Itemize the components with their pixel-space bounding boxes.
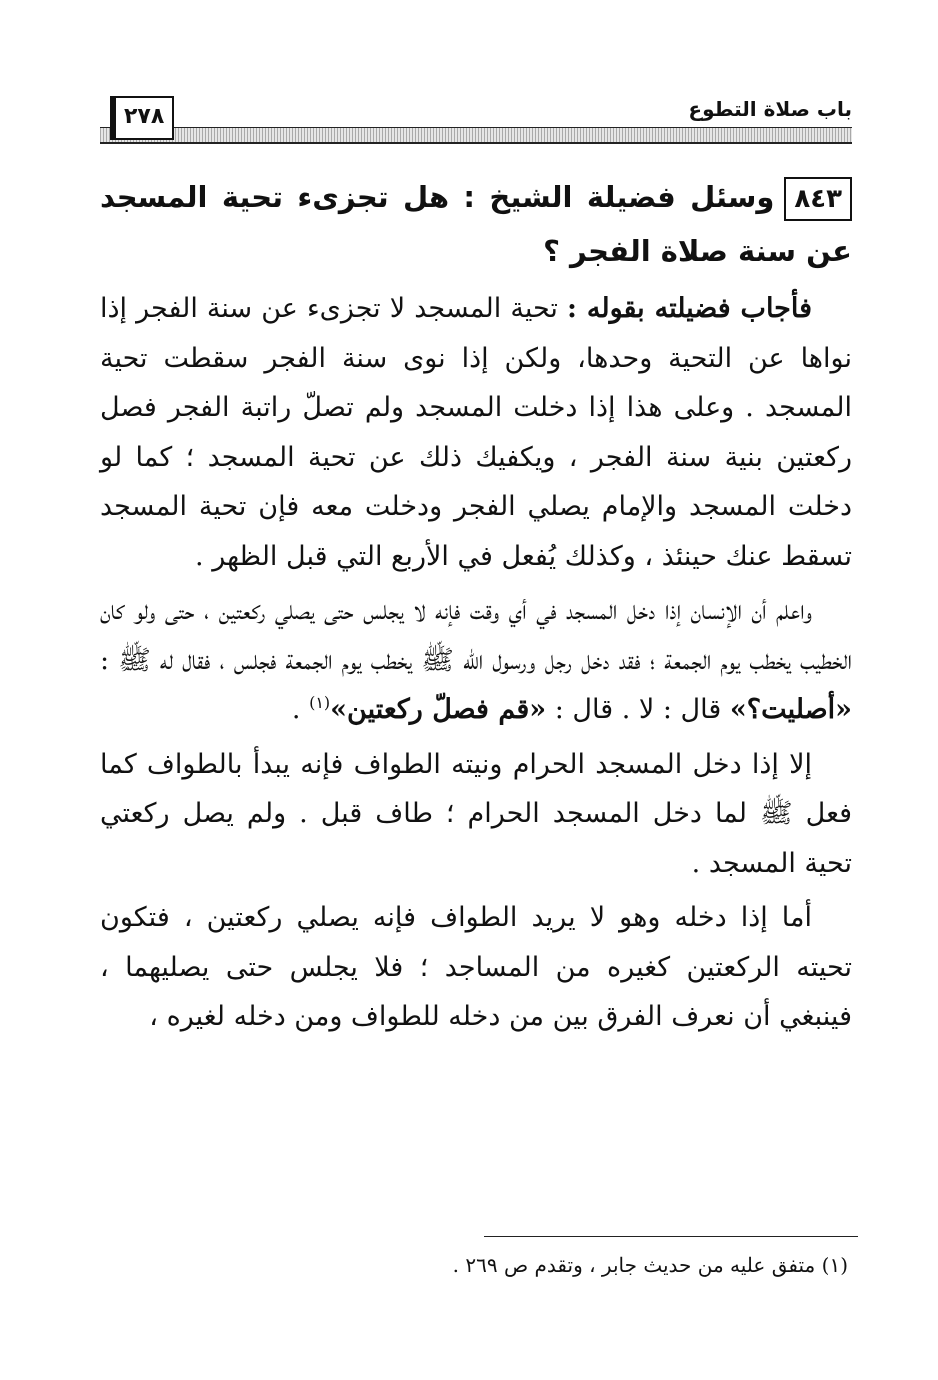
page-header xyxy=(100,96,852,152)
footnote-rule xyxy=(484,1236,858,1237)
footnote-marker: (١) xyxy=(821,1253,848,1277)
hadith-text-end: . xyxy=(291,694,310,725)
hadith-text-a: واعلم أن الإنسان إذا دخل المسجد في أي وقت فإنه لا يجلس حتى يصلي ركعتين ، حتى ولو كان الخطيب يخطب يوم الجمعة ؛ فقد دخل رجل ورسول الله ﷺ يخطب يوم الجمعة فجلس ، فقال له ﷺ : xyxy=(100,595,852,676)
question-text: وسئل فضيلة الشيخ : هل تجزىء تحية المسجد عن سنة صلاة الفجر ؟ xyxy=(100,180,852,268)
hadith-text-b: قال : لا . قال : xyxy=(546,694,730,725)
closing-paragraph: أما إذا دخله وهو لا يريد الطواف فإنه يصلي ركعتين ، فتكون تحيته الركعتين كغيره من المساجد ؛ فلا يجلس حتى يصليهما ، فينبغي أن نعرف الفرق بين من دخله للطواف ومن دخله لغيره ، xyxy=(100,902,852,1032)
page-number: ٢٧٨ xyxy=(110,96,174,140)
question-number: ٨٤٣ xyxy=(784,177,852,221)
tawaf-paragraph: إلا إذا دخل المسجد الحرام ونيته الطواف فإنه يبدأ بالطواف كما فعل ﷺ لما دخل المسجد الحرام ؛ طاف قبل . ولم يصل ركعتي تحية المسجد . xyxy=(100,748,852,879)
chapter-title: باب صلاة التطوع xyxy=(688,97,852,121)
header-rule xyxy=(100,127,852,144)
answer-paragraph xyxy=(100,284,852,581)
footnote-text: متفق عليه من حديث جابر ، وتقدم ص ٢٦٩ . xyxy=(452,1253,822,1277)
hadith-paragraph xyxy=(100,586,852,735)
hadith-quote-1: «أصليت؟» xyxy=(729,694,852,725)
main-content xyxy=(100,170,852,1042)
question-heading xyxy=(100,170,852,278)
hadith-quote-2: «قم فصلّ ركعتين» xyxy=(330,694,547,725)
footnote xyxy=(453,1250,848,1280)
footnote-reference: (١) xyxy=(309,693,331,712)
answer-lead: فأجاب فضيلته بقوله : xyxy=(567,293,812,324)
answer-text: تحية المسجد لا تجزىء عن سنة الفجر إذا نواها عن التحية وحدها، ولكن إذا نوى سنة الفجر سقطت تحية المسجد . وعلى هذا إذا دخلت المسجد ولم تصلّ راتبة الفجر فصل ركعتين بنية سنة الفجر ، ويكفيك ذلك عن تحية المسجد ؛ كما لو دخلت المسجد والإمام يصلي الفجر ودخلت معه فإن تحية المسجد تسقط عنك حينئذ ، وكذلك يُفعل في الأربع التي قبل الظهر . xyxy=(100,293,852,572)
